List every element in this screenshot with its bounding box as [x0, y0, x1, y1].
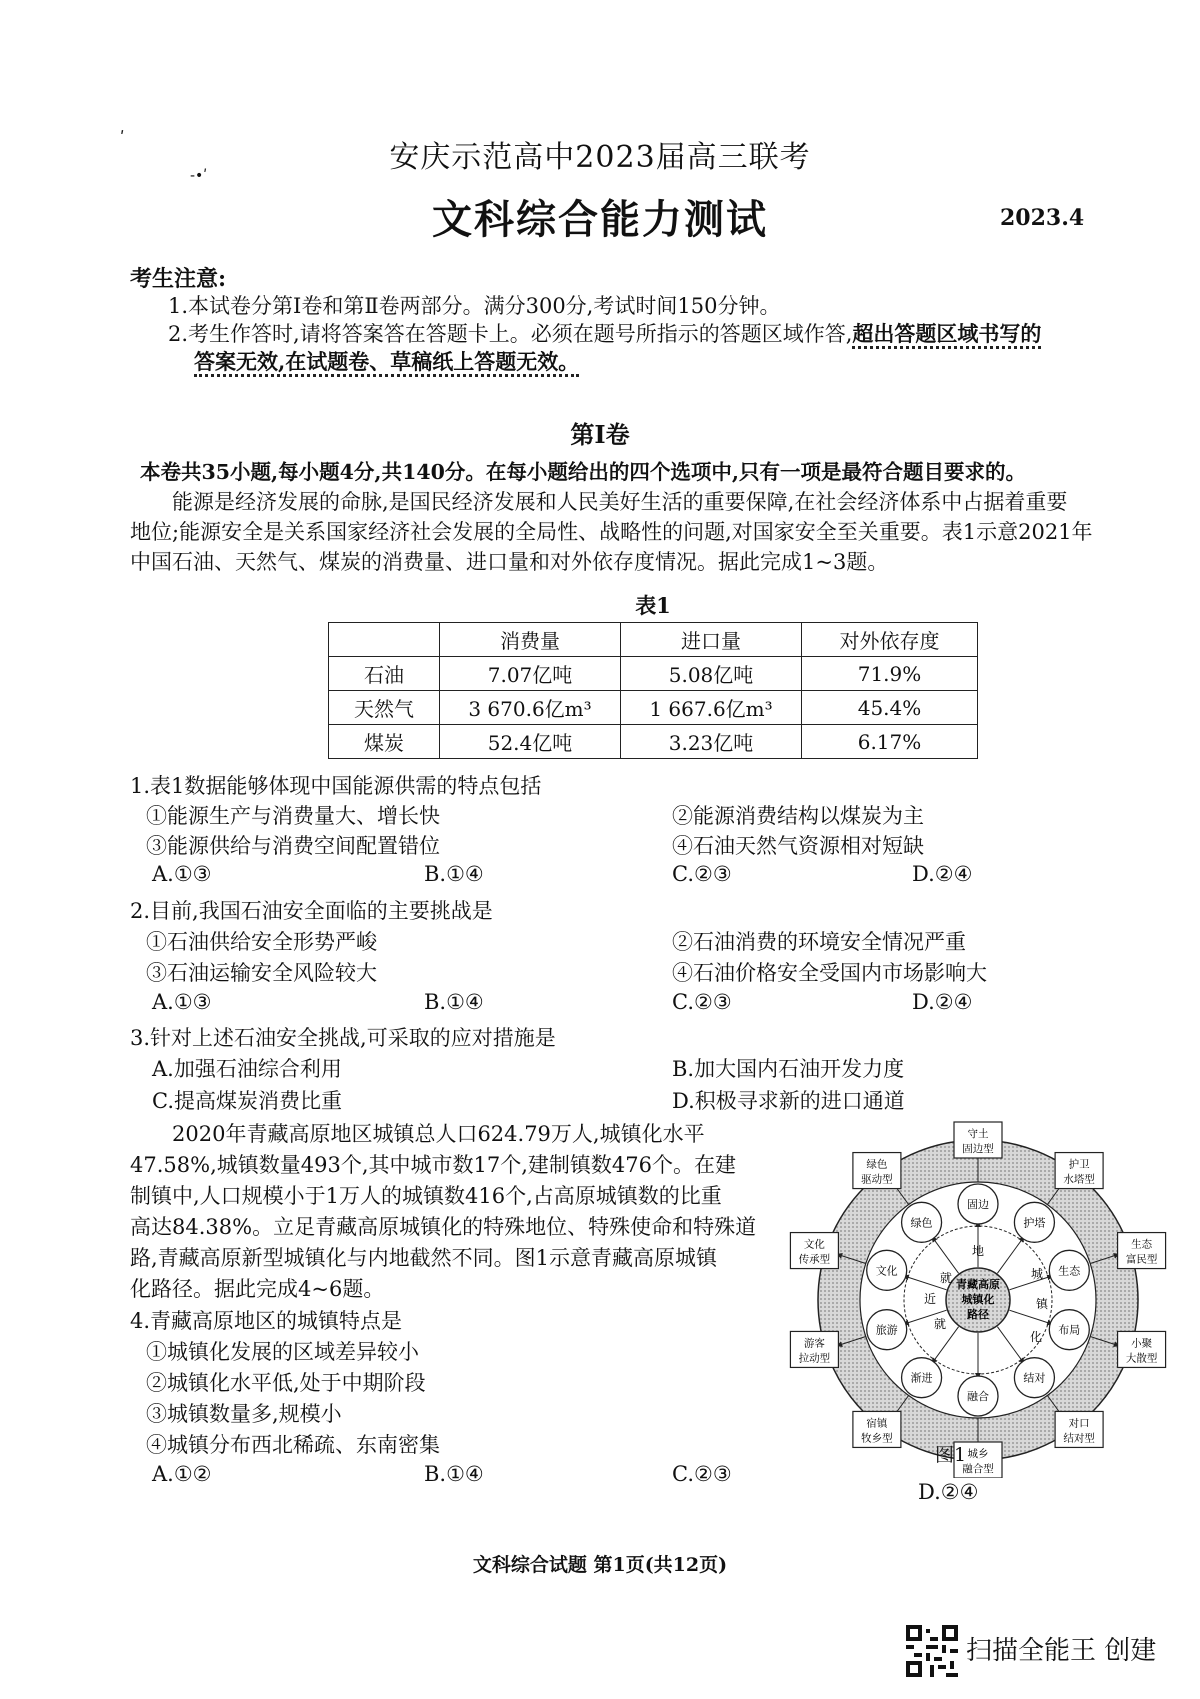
urbanization-type-label: 宿镇 — [866, 1417, 888, 1430]
path-node-label: 融合 — [967, 1390, 989, 1403]
table-cell: 5.08亿吨 — [621, 657, 802, 691]
urbanization-type-label: 文化 — [803, 1238, 825, 1251]
question-4-statement: ②城镇化水平低,处于中期阶段 — [146, 1371, 426, 1395]
urbanization-type-label: 对口 — [1068, 1417, 1090, 1430]
section-title: 第Ⅰ卷 — [570, 420, 630, 449]
urbanization-type-label: 城乡 — [967, 1448, 989, 1460]
urbanization-type-label: 绿色 — [866, 1158, 888, 1171]
ring-label: 化 — [1029, 1330, 1043, 1344]
urbanization-path-diagram — [780, 1118, 1180, 1478]
scan-mark: ʹ — [120, 128, 125, 147]
table-cell: 3.23亿吨 — [621, 725, 802, 759]
path-node-label: 固边 — [967, 1198, 989, 1211]
question-2-statement: ③石油运输安全风险较大 — [146, 961, 377, 985]
passage-2-line: 路,青藏高原新型城镇化与内地截然不同。图1示意青藏高原城镇 — [130, 1246, 718, 1270]
passage-2-line: 2020年青藏高原地区城镇总人口624.79万人,城镇化水平 — [172, 1122, 705, 1146]
question-1-option-b: B.①④ — [424, 862, 484, 886]
ring-label: 就 — [939, 1271, 953, 1285]
urbanization-type-label: 牧乡型 — [861, 1432, 893, 1445]
table-caption: 表1 — [635, 593, 671, 618]
question-4-option-c: C.②③ — [672, 1462, 732, 1486]
urbanization-type-label: 护卫 — [1068, 1158, 1090, 1171]
urbanization-type-label: 大散型 — [1125, 1352, 1158, 1365]
passage-2-line: 47.58%,城镇数量493个,其中城市数17个,建制镇数476个。在建 — [130, 1153, 736, 1177]
table-cell: 3 670.6亿m³ — [440, 691, 621, 725]
page-footer: 文科综合试题 第1页(共12页) — [472, 1554, 728, 1576]
table-header-cell — [329, 623, 440, 657]
notice-item-1: 1.本试卷分第Ⅰ卷和第Ⅱ卷两部分。满分300分,考试时间150分钟。 — [168, 294, 781, 318]
path-node-label: 护塔 — [1023, 1216, 1046, 1230]
question-4-statement: ④城镇分布西北稀疏、东南密集 — [146, 1433, 440, 1457]
table-row — [329, 691, 978, 725]
question-2-statement: ②石油消费的环境安全情况严重 — [672, 930, 966, 954]
center-label: 城镇化 — [961, 1293, 995, 1306]
center-label: 青藏高原 — [956, 1278, 1000, 1291]
table-cell: 6.17% — [802, 725, 978, 759]
passage-2-line: 制镇中,人口规模小于1万人的城镇数416个,占高原城镇数的比重 — [130, 1184, 722, 1208]
question-2-option-b: B.①④ — [424, 990, 484, 1014]
question-3-option-d: D.积极寻求新的进口通道 — [672, 1089, 905, 1113]
table-header-cell: 对外依存度 — [802, 623, 978, 657]
urbanization-type-label: 游客 — [803, 1337, 825, 1350]
urbanization-type-label: 融合型 — [962, 1463, 994, 1475]
urbanization-type-label: 小聚 — [1131, 1337, 1153, 1350]
question-2-stem: 2.目前,我国石油安全面临的主要挑战是 — [130, 899, 493, 923]
table-cell: 7.07亿吨 — [440, 657, 621, 691]
question-2-option-c: C.②③ — [672, 990, 732, 1014]
notice-item-2-emphasis: 超出答题区域书写的 — [852, 321, 1041, 349]
notice-item-2 — [168, 318, 1041, 348]
qr-code-icon — [906, 1625, 958, 1677]
table-row — [329, 725, 978, 759]
question-3-option-b: B.加大国内石油开发力度 — [672, 1057, 905, 1081]
question-1-option-c: C.②③ — [672, 862, 732, 886]
question-2-statement: ④石油价格安全受国内市场影响大 — [672, 961, 987, 985]
question-1-statement: ④石油天然气资源相对短缺 — [672, 834, 924, 858]
question-4-option-b: B.①④ — [424, 1462, 484, 1486]
scanner-watermark: 扫描全能王 创建 — [966, 1636, 1157, 1666]
table-cell: 1 667.6亿m³ — [621, 691, 802, 725]
path-node-label: 生态 — [1058, 1264, 1081, 1278]
energy-table — [328, 622, 978, 759]
ring-label: 城 — [1030, 1267, 1044, 1281]
path-node-label: 布局 — [1058, 1323, 1081, 1337]
table-cell: 天然气 — [329, 691, 440, 725]
question-1-option-d: D.②④ — [912, 862, 973, 886]
section-instruction: 本卷共35小题,每小题4分,共140分。在每小题给出的四个选项中,只有一项是最符合题目要求的。 — [140, 460, 1026, 484]
question-4-stem: 4.青藏高原地区的城镇特点是 — [130, 1309, 403, 1333]
question-1-statement: ②能源消费结构以煤炭为主 — [672, 804, 924, 828]
table-cell: 52.4亿吨 — [440, 725, 621, 759]
question-4-statement: ③城镇数量多,规模小 — [146, 1402, 342, 1426]
table-header-cell: 消费量 — [440, 623, 621, 657]
notice-heading: 考生注意: — [130, 266, 227, 292]
question-4-option-d: D.②④ — [918, 1480, 979, 1504]
ring-label: 就 — [933, 1317, 947, 1331]
question-2-option-a: A.①③ — [152, 990, 212, 1014]
question-2-statement: ①石油供给安全形势严峻 — [146, 930, 377, 954]
urbanization-type-label: 传承型 — [798, 1253, 831, 1266]
path-node-label: 结对 — [1023, 1371, 1046, 1385]
page-title: 文科综合能力测试 — [432, 196, 768, 243]
urbanization-type-label: 水塔型 — [1063, 1173, 1095, 1186]
question-3-option-a: A.加强石油综合利用 — [152, 1057, 342, 1081]
passage-2-line: 高达84.38%。立足青藏高原城镇化的特殊地位、特殊使命和特殊道 — [130, 1215, 757, 1239]
figure-caption: 图1 — [935, 1444, 967, 1466]
path-node-label: 文化 — [875, 1264, 898, 1278]
table-cell: 煤炭 — [329, 725, 440, 759]
notice-item-2-text: 2.考生作答时,请将答案答在答题卡上。必须在题号所指示的答题区域作答, — [168, 322, 853, 346]
passage-1-line: 地位;能源安全是关系国家经济社会发展的全局性、战略性的问题,对国家安全至关重要。表1示意2021年 — [130, 520, 1093, 544]
notice-item-2-continued — [194, 346, 579, 376]
exam-date: 2023.4 — [1000, 205, 1085, 231]
table-cell: 45.4% — [802, 691, 978, 725]
table-header-cell: 进口量 — [621, 623, 802, 657]
scan-mark: -•ʹ — [190, 168, 208, 184]
urbanization-type-label: 驱动型 — [861, 1173, 893, 1186]
path-node-label: 绿色 — [910, 1216, 933, 1230]
urbanization-type-label: 富民型 — [1125, 1253, 1158, 1266]
table-cell: 71.9% — [802, 657, 978, 691]
passage-1-line: 能源是经济发展的命脉,是国民经济发展和人民美好生活的重要保障,在社会经济体系中占据着重要 — [172, 490, 1068, 514]
question-4-option-a: A.①② — [152, 1462, 212, 1486]
ring-label: 地 — [971, 1244, 985, 1258]
passage-1-line: 中国石油、天然气、煤炭的消费量、进口量和对外依存度情况。据此完成1~3题。 — [130, 550, 889, 574]
question-1-statement: ③能源供给与消费空间配置错位 — [146, 834, 440, 858]
table-row — [329, 657, 978, 691]
table-cell: 石油 — [329, 657, 440, 691]
urbanization-type-label: 守土 — [967, 1128, 989, 1140]
question-1-option-a: A.①③ — [152, 862, 212, 886]
urbanization-type-label: 生态 — [1131, 1238, 1153, 1251]
exam-name: 安庆示范高中2023届高三联考 — [389, 140, 811, 175]
question-2-option-d: D.②④ — [912, 990, 973, 1014]
notice-item-2-emphasis-cont: 答案无效,在试题卷、草稿纸上答题无效。 — [194, 349, 579, 377]
urbanization-type-label: 结对型 — [1063, 1432, 1095, 1445]
ring-label: 近 — [923, 1292, 937, 1306]
path-node-label: 旅游 — [875, 1323, 898, 1337]
path-node-label: 渐进 — [910, 1371, 933, 1385]
urbanization-type-label: 拉动型 — [798, 1352, 831, 1365]
center-label: 路径 — [967, 1308, 989, 1321]
question-3-stem: 3.针对上述石油安全挑战,可采取的应对措施是 — [130, 1026, 556, 1050]
question-4-statement: ①城镇化发展的区域差异较小 — [146, 1340, 419, 1364]
ring-label: 镇 — [1035, 1297, 1049, 1311]
urbanization-type-label: 固边型 — [962, 1143, 994, 1155]
question-1-statement: ①能源生产与消费量大、增长快 — [146, 804, 440, 828]
question-3-option-c: C.提高煤炭消费比重 — [152, 1089, 342, 1113]
passage-2-line: 化路径。据此完成4~6题。 — [130, 1277, 385, 1301]
question-1-stem: 1.表1数据能够体现中国能源供需的特点包括 — [130, 774, 542, 798]
table-header-row — [329, 623, 978, 657]
